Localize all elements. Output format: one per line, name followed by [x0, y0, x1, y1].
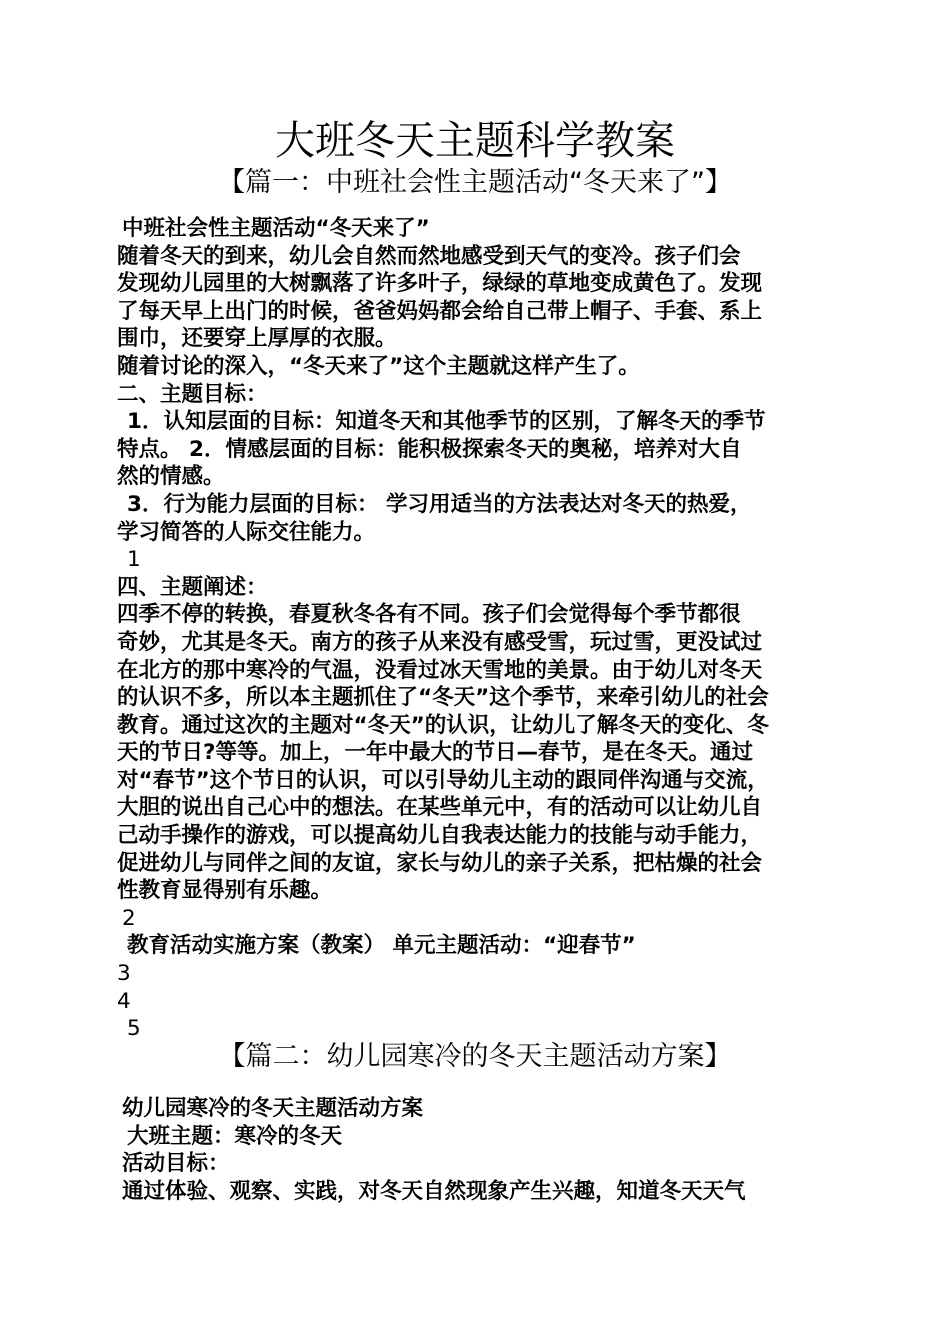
paragraph-line: 二、主题目标：	[117, 381, 268, 407]
paragraph-line: 幼儿园寒冷的冬天主题活动方案	[122, 1096, 424, 1121]
paragraph-line: 学习简答的人际交往能力。	[117, 519, 376, 545]
paragraph-line: 1．认知层面的目标：知道冬天和其他季节的区别，了解冬天的季节	[127, 409, 766, 435]
paragraph-line: 四、主题阐述：	[117, 574, 268, 600]
paragraph-line: 教育活动实施方案（教案） 单元主题活动：“迎春节”	[127, 933, 636, 959]
paragraph-line: 奇妙，尤其是冬天。南方的孩子从来没有感受雪，玩过雪，更没试过	[117, 629, 763, 655]
paragraph-line: 教育。通过这次的主题对“冬天”的认识，让幼儿了解冬天的变化、冬	[117, 712, 769, 738]
paragraph-line: 的认识不多，所以本主题抓住了“冬天”这个季节，来牵引幼儿的社会	[117, 685, 769, 711]
paragraph-line: 了每天早上出门的时候，爸爸妈妈都会给自己带上帽子、手套、系上	[117, 298, 763, 324]
section2-heading: 【篇二：幼儿园寒冷的冬天主题活动方案】	[218, 1041, 732, 1072]
section1-heading: 【篇一：中班社会性主题活动“冬天来了”】	[218, 167, 732, 198]
paragraph-line: 对“春节”这个节日的认识，可以引导幼儿主动的跟同伴沟通与交流，	[117, 767, 769, 793]
paragraph-line: 性教育显得别有乐趣。	[117, 878, 333, 904]
page-number: 3	[117, 961, 131, 987]
paragraph-line: 在北方的那中寒冷的气温，没看过冰天雪地的美景。由于幼儿对冬天	[117, 657, 763, 683]
paragraph-line: 然的情感。	[117, 464, 225, 490]
page-number: 5	[127, 1016, 141, 1042]
paragraph-line: 围巾，还要穿上厚厚的衣服。	[117, 326, 397, 352]
paragraph-line: 促进幼儿与同伴之间的友谊，家长与幼儿的亲子关系，把枯燥的社会	[117, 850, 763, 876]
page-number: 1	[127, 547, 141, 573]
paragraph-line: 随着冬天的到来，幼儿会自然而然地感受到天气的变冷。孩子们会	[117, 243, 741, 269]
paragraph-line: 通过体验、观察、实践，对冬天自然现象产生兴趣，知道冬天天气	[122, 1178, 746, 1204]
paragraph-line: 随着讨论的深入，“冬天来了”这个主题就这样产生了。	[117, 353, 640, 379]
section1-body	[117, 215, 837, 1043]
paragraph-line: 特点。 2．情感层面的目标：能积极探索冬天的奥秘，培养对大自	[117, 436, 742, 462]
paragraph-line: 天的节日?等等。加上，一年中最大的节日—春节，是在冬天。通过	[117, 740, 753, 766]
page-number: 2	[122, 905, 136, 931]
section2-body	[117, 1095, 837, 1205]
paragraph-line: 活动目标：	[122, 1151, 230, 1177]
paragraph-line: 大班主题：寒冷的冬天	[127, 1123, 343, 1149]
paragraph-line: 3．行为能力层面的目标： 学习用适当的方法表达对冬天的热爱，	[127, 491, 752, 517]
paragraph-line: 四季不停的转换，春夏秋冬各有不同。孩子们会觉得每个季节都很	[117, 602, 741, 628]
document-title: 大班冬天主题科学教案	[275, 118, 675, 164]
paragraph-line: 发现幼儿园里的大树飘落了许多叶子，绿绿的草地变成黄色了。发现	[117, 271, 763, 297]
paragraph-line: 己动手操作的游戏，可以提高幼儿自我表达能力的技能与动手能力，	[117, 823, 763, 849]
page-number: 4	[117, 988, 131, 1014]
paragraph-line: 中班社会性主题活动“冬天来了”	[122, 216, 430, 241]
paragraph-line: 大胆的说出自己心中的想法。在某些单元中，有的活动可以让幼儿自	[117, 795, 763, 821]
